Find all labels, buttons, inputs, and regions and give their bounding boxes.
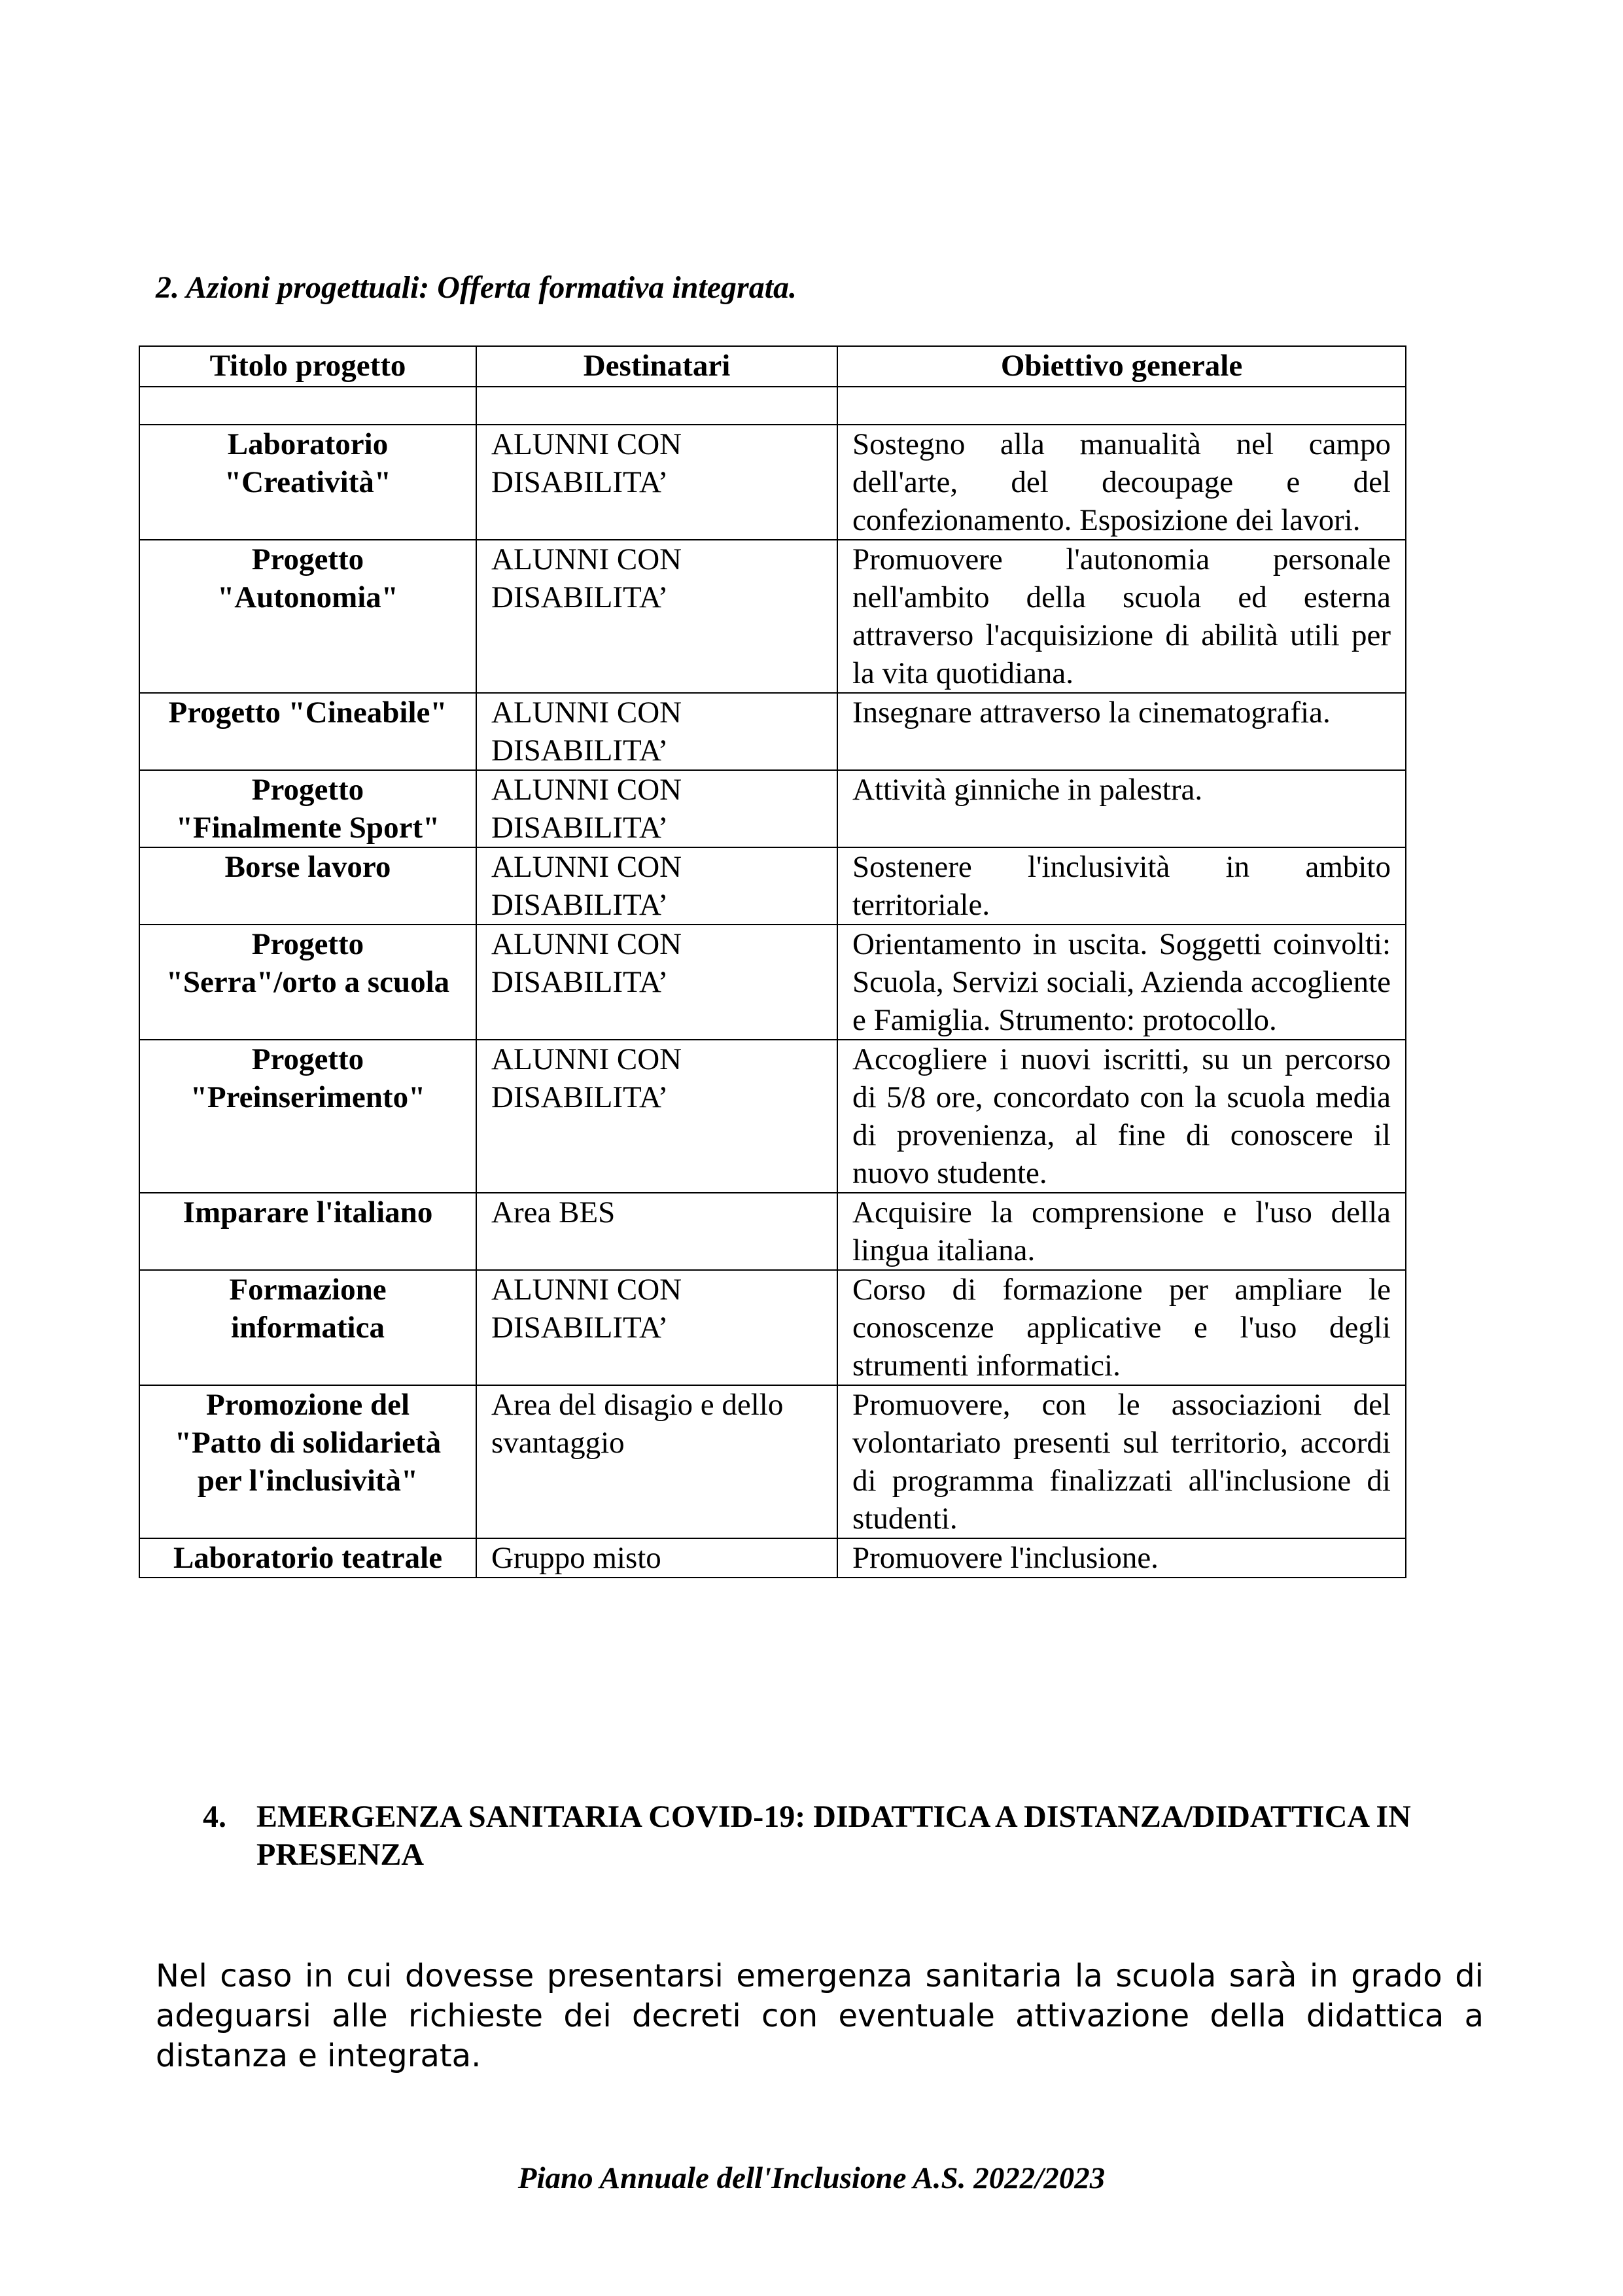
objective-cell: Attività ginniche in palestra. (837, 770, 1406, 847)
recipients-cell: Area BES (476, 1193, 837, 1270)
empty-cell (837, 387, 1406, 425)
project-title-cell: Progetto "Autonomia" (139, 540, 476, 693)
objective-cell: Promuovere l'autonomia personale nell'ambito della scuola ed esterna attraverso l'acquisizione di abilità utili per la vita quotidiana. (837, 540, 1406, 693)
header-recipients: Destinatari (476, 346, 837, 387)
header-title: Titolo progetto (139, 346, 476, 387)
section-heading: 2. Azioni progettuali: Offerta formativa integrata. (156, 270, 797, 305)
objective-cell: Sostegno alla manualità nel campo dell'arte, del decoupage e del confezionamento. Esposizione dei lavori. (837, 425, 1406, 540)
objective-cell: Corso di formazione per ampliare le conoscenze applicative e l'uso degli strumenti informatici. (837, 1270, 1406, 1385)
table-row (139, 925, 1406, 1040)
recipients-cell: ALUNNI CON DISABILITA’ (476, 925, 837, 1040)
table-row (139, 1385, 1406, 1538)
project-title-cell: Laboratorio teatrale (139, 1538, 476, 1578)
project-title-cell: Progetto "Serra"/orto a scuola (139, 925, 476, 1040)
table-row (139, 1040, 1406, 1193)
header-objective: Obiettivo generale (837, 346, 1406, 387)
recipients-cell: ALUNNI CON DISABILITA’ (476, 693, 837, 770)
table-row (139, 1270, 1406, 1385)
empty-cell (139, 387, 476, 425)
table-row (139, 693, 1406, 770)
project-title-cell: Imparare l'italiano (139, 1193, 476, 1270)
recipients-cell: ALUNNI CON DISABILITA’ (476, 1270, 837, 1385)
projects-table (139, 345, 1406, 1578)
project-title-cell: Laboratorio "Creatività" (139, 425, 476, 540)
project-title-cell: Progetto "Finalmente Sport" (139, 770, 476, 847)
table-row (139, 1193, 1406, 1270)
objective-cell: Promuovere l'inclusione. (837, 1538, 1406, 1578)
recipients-cell: ALUNNI CON DISABILITA’ (476, 425, 837, 540)
objective-cell: Insegnare attraverso la cinematografia. (837, 693, 1406, 770)
project-title-cell: Formazione informatica (139, 1270, 476, 1385)
table-row (139, 425, 1406, 540)
objective-cell: Acquisire la comprensione e l'uso della lingua italiana. (837, 1193, 1406, 1270)
empty-cell (476, 387, 837, 425)
recipients-cell: ALUNNI CON DISABILITA’ (476, 540, 837, 693)
emergency-heading-text: EMERGENZA SANITARIA COVID-19: DIDATTICA A DISTANZA/DIDATTICA IN PRESENZA (256, 1799, 1411, 1872)
objective-cell: Sostenere l'inclusività in ambito territoriale. (837, 847, 1406, 925)
table-header-row (139, 346, 1406, 387)
project-title-cell: Promozione del "Patto di solidarietà per l'inclusività" (139, 1385, 476, 1538)
emergency-heading (203, 1798, 1472, 1874)
project-title-cell: Borse lavoro (139, 847, 476, 925)
table-row (139, 540, 1406, 693)
recipients-cell: ALUNNI CON DISABILITA’ (476, 770, 837, 847)
emergency-heading-number: 4. (203, 1799, 226, 1834)
project-title-cell: Progetto "Preinserimento" (139, 1040, 476, 1193)
recipients-cell: ALUNNI CON DISABILITA’ (476, 1040, 837, 1193)
project-title-cell: Progetto "Cineabile" (139, 693, 476, 770)
table-body (139, 387, 1406, 1578)
page-footer: Piano Annuale dell'Inclusione A.S. 2022/2023 (517, 2161, 1106, 2195)
recipients-cell: Area del disagio e dello svantaggio (476, 1385, 837, 1538)
table-row (139, 847, 1406, 925)
objective-cell: Promuovere, con le associazioni del volontariato presenti sul territorio, accordi di programma finalizzati all'inclusione di studenti. (837, 1385, 1406, 1538)
recipients-cell: ALUNNI CON DISABILITA’ (476, 847, 837, 925)
objective-cell: Accogliere i nuovi iscritti, su un percorso di 5/8 ore, concordato con la scuola media di provenienza, al fine di conoscere il nuovo studente. (837, 1040, 1406, 1193)
body-paragraph: Nel caso in cui dovesse presentarsi emergenza sanitaria la scuola sarà in grado di adeguarsi alle richieste dei decreti con eventuale attivazione della didattica a distanza e integrata. (156, 1958, 1484, 2074)
objective-cell: Orientamento in uscita. Soggetti coinvolti: Scuola, Servizi sociali, Azienda accogliente e Famiglia. Strumento: protocollo. (837, 925, 1406, 1040)
recipients-cell: Gruppo misto (476, 1538, 837, 1578)
table-spacer-row (139, 387, 1406, 425)
table-row (139, 1538, 1406, 1578)
table-row (139, 770, 1406, 847)
